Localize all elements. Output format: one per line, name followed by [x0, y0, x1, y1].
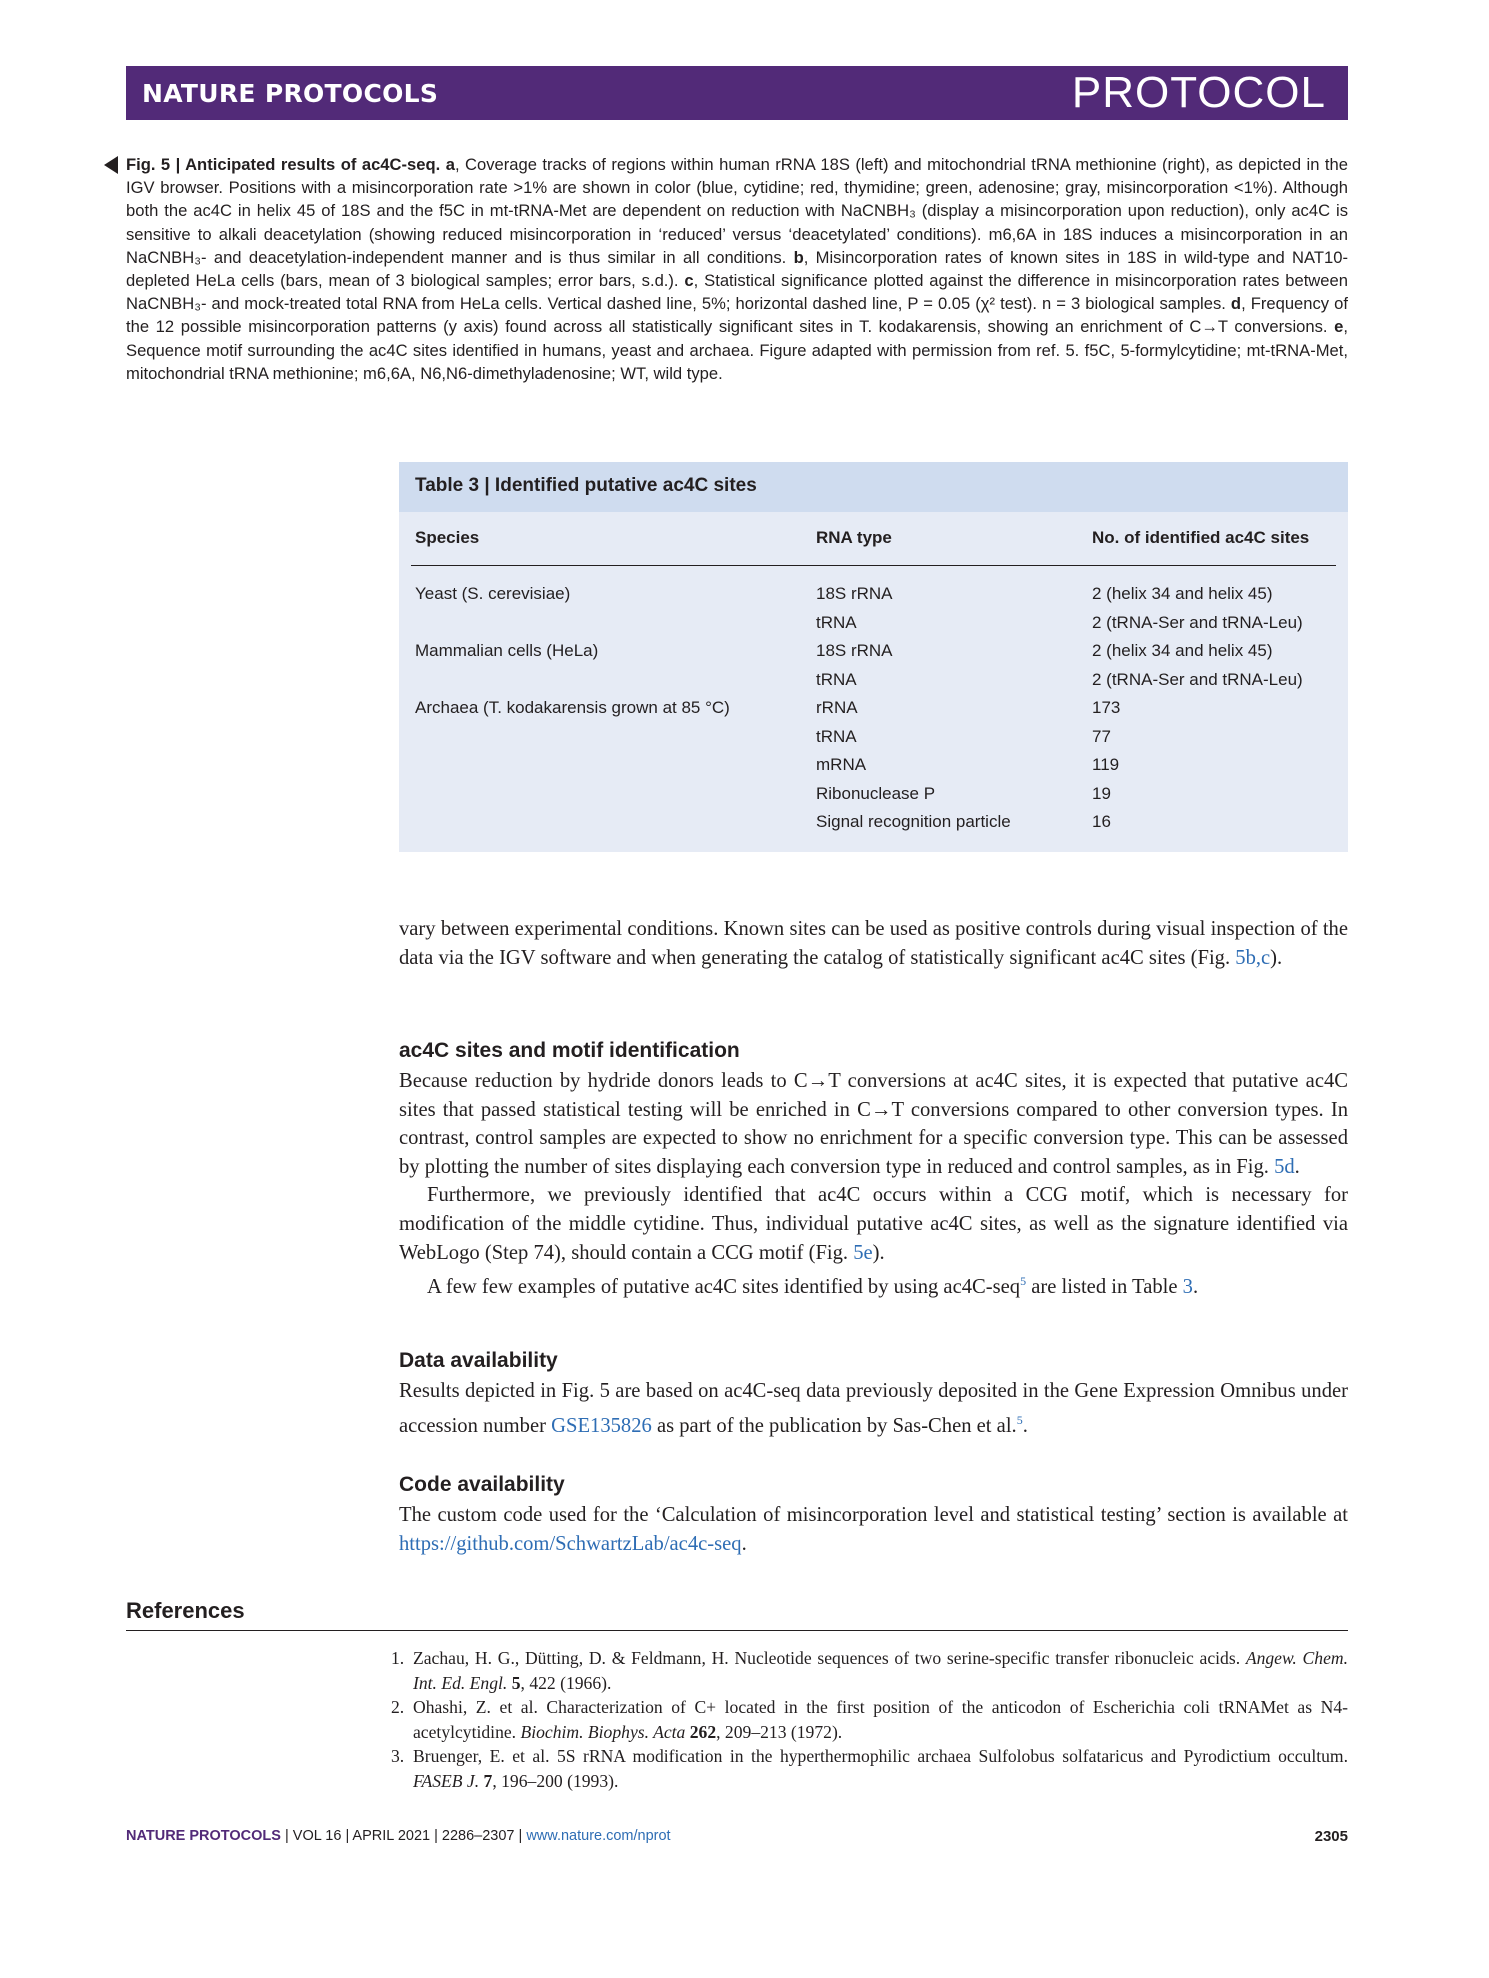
- article-type-label: PROTOCOL: [1071, 68, 1326, 117]
- body-paragraph: [399, 915, 1348, 972]
- table-cell-site-count: 2 (helix 34 and helix 45): [1092, 584, 1273, 603]
- table-link[interactable]: 3: [1182, 1276, 1193, 1299]
- reference-item: [391, 1744, 1348, 1793]
- table-cell-site-count: 2 (tRNA-Ser and tRNA-Leu): [1092, 612, 1303, 632]
- table-cell-rna-type: rRNA: [816, 698, 858, 717]
- reference-text: Bruenger, E. et al. 5S rRNA modification in the hyperthermophilic archaea Sulfolobus solfataricus and Pyrodictium occultum.: [413, 1746, 1348, 1766]
- reference-journal: FASEB J.: [413, 1770, 480, 1791]
- paragraph-text: .: [1192, 1276, 1199, 1299]
- paragraph-text: A few few examples of putative ac4C sites identified by using ac4C-seq: [427, 1276, 1021, 1299]
- paragraph-text: .: [741, 1532, 747, 1555]
- reference-text: , 209–213 (1972).: [716, 1721, 843, 1742]
- paragraph-text: ).: [872, 1241, 885, 1264]
- reference-number: 3.: [391, 1746, 405, 1766]
- github-link[interactable]: https://github.com/SchwartzLab/ac4c-seq: [399, 1532, 742, 1555]
- figure-link[interactable]: 5e: [853, 1241, 873, 1264]
- paragraph-text: .: [1294, 1155, 1300, 1178]
- table-cell-rna-type: 18S rRNA: [816, 641, 893, 660]
- table-cell-species: Archaea (T. kodakarensis grown at 85 °C): [415, 698, 730, 717]
- caption-label: Fig. 5 | Anticipated results of ac4C-seq.: [126, 155, 441, 174]
- caption-panel-d-text: , Frequency of the 12 possible misincorporation patterns (y axis) found across all statistically significant sites in T. kodakarensis, showing an enrichment of C→T conversions.: [126, 294, 1348, 337]
- table-cell-site-count: 77: [1092, 726, 1111, 746]
- table-cell-site-count: 119: [1092, 755, 1120, 774]
- journal-header-bar: [126, 66, 1348, 120]
- caption-panel-d-label: d: [1230, 294, 1242, 314]
- caption-panel-e-label: e: [1334, 317, 1344, 337]
- paragraph-text: are listed in Table: [1026, 1276, 1183, 1299]
- paragraph-text: ).: [1270, 946, 1283, 969]
- page-number: 2305: [1314, 1828, 1348, 1845]
- reference-item: [391, 1646, 1348, 1695]
- table-cell-rna-type: 18S rRNA: [816, 584, 893, 603]
- footer-issue-info: | VOL 16 | APRIL 2021 | 2286–2307 |: [280, 1828, 527, 1844]
- reference-text: Zachau, H. G., Dütting, D. & Feldmann, H. Nucleotide sequences of two serine-specific transfer ribonucleic acids.: [413, 1648, 1246, 1668]
- paragraph-text: Furthermore, we previously identified that ac4C occurs within a CCG motif, which is necessary for modification of the middle cytidine. Thus, individual putative ac4C sites, as well as the signature identified via WebLogo (Step 74), should contain a CCG motif (Fig.: [399, 1184, 1348, 1264]
- column-header-site-count: No. of identified ac4C sites: [1092, 528, 1310, 547]
- caption-panel-c-label: c: [684, 271, 694, 291]
- paragraph-text: as part of the publication by Sas-Chen et al.: [651, 1414, 1017, 1437]
- reference-volume: 7: [483, 1770, 493, 1791]
- citation-link[interactable]: 5: [1020, 1274, 1027, 1289]
- reference-journal: Angew. Chem. Int. Ed. Engl.: [413, 1648, 1348, 1693]
- reference-number: 2.: [391, 1697, 405, 1717]
- caption-panel-a-label: a: [445, 155, 455, 174]
- column-header-species: Species: [415, 528, 480, 547]
- table-cell-site-count: 16: [1092, 812, 1111, 831]
- paragraph-block: [399, 1267, 1348, 1301]
- figure-link[interactable]: 5d: [1274, 1155, 1295, 1178]
- reference-text: , 196–200 (1993).: [492, 1770, 619, 1791]
- section-heading-data-availability: Data availability: [399, 1349, 558, 1372]
- table-header-rule: [411, 565, 1336, 566]
- table-cell-rna-type: Ribonuclease P: [816, 783, 936, 803]
- body-paragraph: [399, 1067, 1348, 1302]
- figure-link[interactable]: 5b,c: [1235, 946, 1271, 969]
- caption-pointer-icon: [104, 156, 118, 174]
- table-cell-rna-type: tRNA: [816, 726, 857, 746]
- table-cell-site-count: 2 (tRNA-Ser and tRNA-Leu): [1092, 669, 1303, 689]
- accession-link[interactable]: GSE135826: [551, 1414, 652, 1437]
- caption-panel-b-text: , Misincorporation rates of known sites in 18S in wild-type and NAT10-depleted HeLa cells (bars, mean of 3 biological samples; error bars, s.d.).: [126, 247, 1348, 291]
- paragraph-text: .: [1022, 1414, 1028, 1437]
- table-cell-rna-type: mRNA: [816, 755, 867, 774]
- table-title: Table 3 | Identified putative ac4C sites: [415, 475, 757, 496]
- table-cell-species: Mammalian cells (HeLa): [415, 641, 599, 660]
- journal-name: NATURE PROTOCOLS: [142, 79, 439, 108]
- reference-journal: Biochim. Biophys. Acta: [520, 1721, 686, 1742]
- table-cell-rna-type: tRNA: [816, 669, 857, 689]
- caption-panel-c-text: , Statistical significance plotted against the difference in misincorporation rates between NaCNBH₃- and mock-treated total RNA from HeLa cells. Vertical dashed line, 5%; horizontal dashed line, P = 0.05 (χ² test). n = 3 biological samples.: [126, 271, 1348, 314]
- figure-caption: [126, 153, 1348, 385]
- reference-text: Ohashi, Z. et al. Characterization of C+ located in the first position of the anticodon of Escherichia coli tRNAMet as N4-acetylcytidine.: [413, 1697, 1348, 1742]
- page-footer: [126, 1828, 1348, 1844]
- reference-item: [391, 1695, 1348, 1744]
- section-heading-motif: ac4C sites and motif identification: [399, 1039, 740, 1062]
- caption-panel-a-text: , Coverage tracks of regions within human rRNA 18S (left) and mitochondrial tRNA methionine (right), as depicted in the IGV browser. Positions with a misincorporation rate >1% are shown in color (blue, cytidine; red, thymidine; green, adenosine; gray, misincorporation <1%). Although both the ac4C in helix 45 of 18S and the f5C in mt-tRNA-Met are dependent on reduction with NaCNBH₃ (display a misincorporation upon reduction), only ac4C is sensitive to alkali deacetylation (showing reduced misincorporation in ‘reduced’ versus ‘deacetylated’ conditions). m6,6A in 18S induces a misincorporation in an NaCNBH₃- and deacetylation-independent manner and is thus similar in all conditions.: [126, 155, 1348, 267]
- references-heading: References: [126, 1598, 245, 1623]
- table-cell-site-count: 2 (helix 34 and helix 45): [1092, 641, 1273, 660]
- reference-number: 1.: [391, 1648, 405, 1668]
- footer-journal-name: NATURE PROTOCOLS: [126, 1828, 281, 1844]
- reference-volume: 5: [511, 1672, 521, 1693]
- references-rule: [126, 1630, 1348, 1631]
- body-paragraph: [399, 1377, 1348, 1440]
- body-paragraph: [399, 1501, 1348, 1558]
- reference-text: , 422 (1966).: [520, 1672, 612, 1693]
- table-title-bar: [399, 462, 1348, 512]
- citation-link[interactable]: 5: [1016, 1412, 1023, 1427]
- table-cell-site-count: 173: [1092, 698, 1121, 717]
- paragraph-block: [399, 1181, 1348, 1267]
- column-header-rna-type: RNA type: [816, 528, 892, 547]
- table-cell-site-count: 19: [1092, 783, 1111, 803]
- caption-panel-b-label: b: [793, 247, 804, 267]
- reference-volume: 262: [689, 1721, 717, 1742]
- caption-panel-e-text: , Sequence motif surrounding the ac4C sites identified in humans, yeast and archaea. Figure adapted with permission from ref. 5. f5C, 5-formylcytidine; mt-tRNA-Met, mitochondrial tRNA methionine; m6,6A, N6,N6-dimethyladenosine; WT, wild type.: [126, 317, 1348, 383]
- table-3: [399, 462, 1348, 852]
- footer-journal-url[interactable]: www.nature.com/nprot: [526, 1828, 671, 1844]
- table-cell-rna-type: Signal recognition particle: [816, 812, 1011, 831]
- table-cell-rna-type: tRNA: [816, 612, 857, 632]
- table-cell-species: Yeast (S. cerevisiae): [415, 584, 571, 603]
- paragraph-text: The custom code used for the ‘Calculation of misincorporation level and statistical testing’ section is available at: [399, 1504, 1348, 1526]
- paragraph-text: Results depicted in Fig. 5 are based on ac4C-seq data previously deposited in the Gene Expression Omnibus under accession number: [399, 1380, 1348, 1437]
- section-heading-code-availability: Code availability: [399, 1473, 565, 1496]
- paragraph-text: vary between experimental conditions. Known sites can be used as positive controls during visual inspection of the data via the IGV software and when generating the catalog of statistically significant ac4C sites (Fig.: [399, 918, 1348, 969]
- paragraph-text: Because reduction by hydride donors leads to C→T conversions at ac4C sites, it is expected that putative ac4C sites that passed statistical testing will be enriched in C→T conversions compared to other conversion types. In contrast, control samples are expected to show no enrichment for a specific conversion type. This can be assessed by plotting the number of sites displaying each conversion type in reduced and control samples, as in Fig.: [399, 1070, 1348, 1178]
